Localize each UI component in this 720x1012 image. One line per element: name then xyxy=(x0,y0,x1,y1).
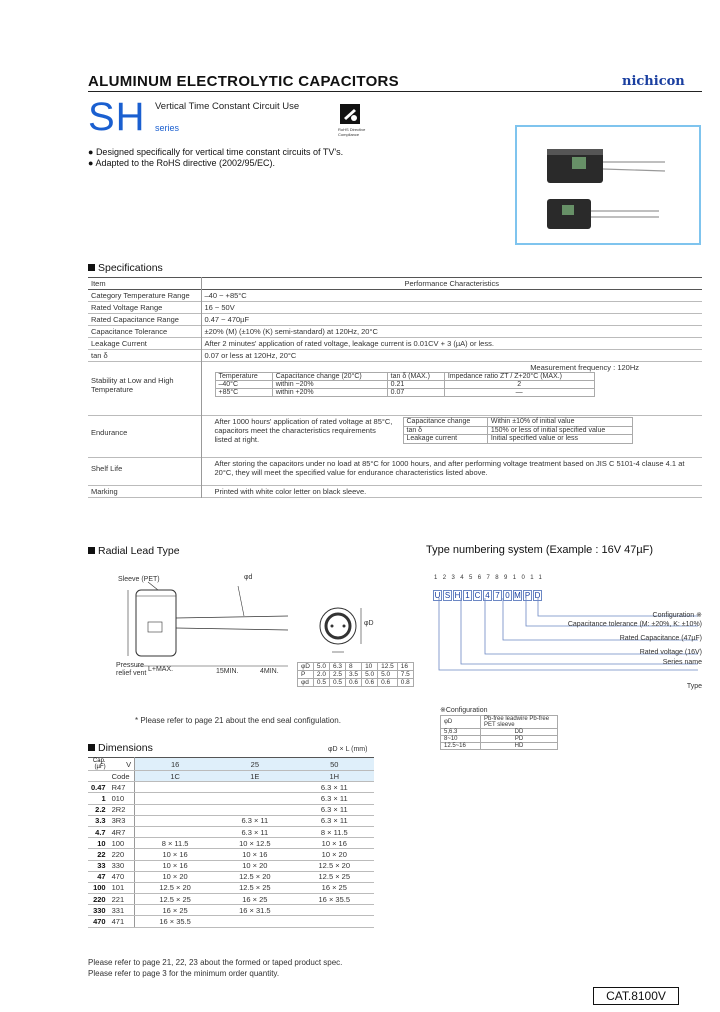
table-row: 47 470 10 × 20 12.5 × 20 12.5 × 25 xyxy=(88,871,374,882)
code-char: M xyxy=(514,591,521,600)
code-char: 0 xyxy=(503,590,512,601)
lead-dimension-table xyxy=(297,662,414,687)
table-row xyxy=(88,758,374,771)
table-row xyxy=(215,373,594,381)
table-row: 100 101 12.5 × 20 12.5 × 25 16 × 25 xyxy=(88,882,374,893)
spec-label: Marking xyxy=(88,486,201,498)
voltage-code: 1E xyxy=(215,771,294,782)
series-word: series xyxy=(155,123,180,133)
lead-cell: 10 xyxy=(362,663,378,671)
code-char: 1 xyxy=(463,590,472,601)
voltage-code: 1C xyxy=(135,771,216,782)
spec-value: 16 ~ 50V xyxy=(204,303,235,312)
dimensions-unit-note: φD × L (mm) xyxy=(328,746,368,753)
stab-cell: –40°C xyxy=(215,381,272,389)
code-char: D xyxy=(534,591,541,600)
code-char: C xyxy=(474,591,481,600)
voltage-header: 25 xyxy=(215,758,294,771)
spec-label: Leakage Current xyxy=(88,338,201,350)
table-row xyxy=(88,278,702,290)
end-cell: tan δ xyxy=(403,426,487,435)
footer-note-taping: Please refer to page 21, 22, 23 about the formed or taped product spec. xyxy=(88,958,343,967)
stab-cell: within +20% xyxy=(272,389,387,397)
table-row xyxy=(88,458,702,486)
series-subtitle: Vertical Time Constant Circuit Use xyxy=(155,101,300,112)
table-row xyxy=(298,671,414,679)
stab-header: Impedance ratio ZT / Z+20°C (MAX.) xyxy=(444,373,594,381)
lead-cell: 5.0 xyxy=(362,671,378,679)
code-char: U xyxy=(434,591,441,600)
table-row xyxy=(298,663,414,671)
endurance-text: After 1000 hours' application of rated voltage at 85°C, capacitors meet the characteristics requirements listed at right. xyxy=(214,417,393,444)
table-row xyxy=(298,679,414,687)
lead-cell: 16 xyxy=(397,663,413,671)
l-max-label: L+MAX. xyxy=(148,666,174,673)
stab-cell: within −20% xyxy=(272,381,387,389)
rohs-badge-caption: RoHS Directive Compliance xyxy=(338,127,366,137)
pressure-vent-label: Pressure relief vent xyxy=(116,662,147,677)
spec-value: ±20% (M) (±10% (K) semi-standard) at 120Hz, 20°C xyxy=(204,327,378,336)
stab-cell: 0.07 xyxy=(387,389,444,397)
config-cell: PD xyxy=(481,736,558,743)
cap-header: Cap.(µF) xyxy=(88,758,109,771)
brand-logo: nichicon xyxy=(622,74,685,89)
endurance-table xyxy=(403,417,633,444)
stability-cell xyxy=(201,362,702,416)
code-char: S xyxy=(444,591,451,600)
series-code: SH xyxy=(88,95,146,139)
table-row xyxy=(403,435,632,444)
radial-heading: Radial Lead Type xyxy=(88,545,180,557)
table-row xyxy=(88,290,702,302)
end-cell: Initial specified value or less xyxy=(487,435,632,444)
lead-cell: P xyxy=(298,671,314,679)
endurance-cell xyxy=(201,416,702,458)
config-cell: 5,6.3 xyxy=(441,729,481,736)
lead-cell: 7.5 xyxy=(397,671,413,679)
spec-col-item: Item xyxy=(88,278,201,290)
spec-label: Rated Voltage Range xyxy=(88,302,201,314)
table-row: 3.3 3R3 6.3 × 11 6.3 × 11 xyxy=(88,815,374,826)
table-row: 0.47 R47 6.3 × 11 xyxy=(88,782,374,793)
code-char: H xyxy=(454,591,461,600)
spec-value: After storing the capacitors under no load at 85°C for 1000 hours, and after performing voltage treatment based on JIS C 5101-4 clause 4.1 at 20°C, they will meet the specified value for endurance characteristics listed above. xyxy=(214,459,685,477)
sleeve-label: Sleeve (PET) xyxy=(118,576,160,583)
table-row xyxy=(403,426,632,435)
freq-note: Measurement frequency : 120Hz xyxy=(530,363,639,372)
lead-4min-label: 4MIN. xyxy=(260,668,279,675)
table-row: 2.2 2R2 6.3 × 11 xyxy=(88,804,374,815)
lead-cell: 2.0 xyxy=(313,671,329,679)
lead-cell: 0.5 xyxy=(329,679,345,687)
stab-cell: +85°C xyxy=(215,389,272,397)
end-cell: Within ±10% of initial value xyxy=(487,418,632,427)
table-row xyxy=(88,314,702,326)
label-rated-capacitance: Rated Capacitance (47µF) xyxy=(619,635,702,642)
label-series-name: Series name xyxy=(662,659,702,666)
feature-item: ● Adapted to the RoHS directive (2002/95/EC). xyxy=(88,158,276,168)
lead-cell: 8 xyxy=(346,663,362,671)
table-row xyxy=(88,416,702,458)
config-cell: HD xyxy=(481,743,558,750)
end-cell: 150% or less of initial specified value xyxy=(487,426,632,435)
v-header: V xyxy=(109,758,135,771)
header-rule xyxy=(88,91,702,92)
stab-header: tan δ (MAX.) xyxy=(387,373,444,381)
lead-cell: 3.5 xyxy=(346,671,362,679)
lead-cell: 12.5 xyxy=(378,663,398,671)
end-seal-note: * Please refer to page 21 about the end seal configulation. xyxy=(135,716,341,725)
table-row: 220 221 12.5 × 25 16 × 25 16 × 35.5 xyxy=(88,894,374,905)
spec-value: 0.47 ~ 470µF xyxy=(204,315,250,324)
table-row: 22 220 10 × 16 10 × 16 10 × 20 xyxy=(88,849,374,860)
lead-cell: 0.6 xyxy=(362,679,378,687)
config-cell: Pb-free leadwire Pb-free PET sleeve xyxy=(481,716,558,729)
lead-cell: 0.8 xyxy=(397,679,413,687)
table-row xyxy=(88,302,702,314)
table-row xyxy=(441,736,558,743)
spec-label: Rated Capacitance Range xyxy=(88,314,201,326)
table-row: 470 471 16 × 35.5 xyxy=(88,916,374,927)
spec-value: 0.07 or less at 120Hz, 20°C xyxy=(204,351,297,360)
phi-d-label: φd xyxy=(244,574,253,581)
spec-col-perf: Performance Characteristics xyxy=(404,279,500,288)
end-cell: Capacitance change xyxy=(403,418,487,427)
spec-value: Printed with white color letter on black sleeve. xyxy=(214,487,367,496)
table-row: 33 330 10 × 16 10 × 20 12.5 × 20 xyxy=(88,860,374,871)
specifications-table xyxy=(88,277,702,498)
lead-cell: 6.3 xyxy=(329,663,345,671)
dimensions-table xyxy=(88,757,374,928)
phi-D-label: φD xyxy=(364,620,374,627)
table-row: 10 100 8 × 11.5 10 × 12.5 10 × 16 xyxy=(88,838,374,849)
position-numbers: 1234567891011 xyxy=(434,575,548,581)
config-table xyxy=(440,715,558,750)
config-cell: DD xyxy=(481,729,558,736)
label-type: Type xyxy=(686,683,702,690)
table-row xyxy=(88,486,702,498)
table-row: 4.7 4R7 6.3 × 11 8 × 11.5 xyxy=(88,826,374,837)
lead-cell: 0.6 xyxy=(378,679,398,687)
spec-label: tan δ xyxy=(88,350,201,362)
label-configuration: Configuration ※ xyxy=(652,612,702,619)
config-cell: 12.5~16 xyxy=(441,743,481,750)
table-row xyxy=(215,389,594,397)
voltage-header: 50 xyxy=(295,758,374,771)
spec-label: Category Temperature Range xyxy=(88,290,201,302)
spec-label: Shelf Life xyxy=(88,458,201,486)
voltage-code: 1H xyxy=(295,771,374,782)
type-numbering-heading: Type numbering system (Example : 16V 47µF) xyxy=(426,544,654,556)
table-row xyxy=(88,771,374,782)
table-row xyxy=(88,350,702,362)
lead-cell: 2.5 xyxy=(329,671,345,679)
stab-cell: 2 xyxy=(444,381,594,389)
table-row: 330 331 16 × 25 16 × 31.5 xyxy=(88,905,374,916)
lead-cell: φD xyxy=(298,663,314,671)
table-row xyxy=(88,338,702,350)
label-rated-voltage: Rated voltage (16V) xyxy=(639,649,702,656)
table-row xyxy=(441,729,558,736)
code-header: Code xyxy=(109,771,135,782)
table-row xyxy=(215,381,594,389)
code-char: 7 xyxy=(493,590,502,601)
code-char: 4 xyxy=(483,590,492,601)
catalog-number: CAT.8100V xyxy=(593,987,679,1005)
label-tolerance: Capacitance tolerance (M: ±20%, K: ±10%) xyxy=(567,621,702,628)
footer-note-min-order: Please refer to page 3 for the minimum order quantity. xyxy=(88,969,280,978)
end-cell: Leakage current xyxy=(403,435,487,444)
table-row xyxy=(403,418,632,427)
table-row xyxy=(441,743,558,750)
spec-label: Endurance xyxy=(88,416,201,458)
table-row xyxy=(441,716,558,729)
lead-cell: 0.6 xyxy=(346,679,362,687)
lead-cell: 0.5 xyxy=(313,679,329,687)
document-title: ALUMINUM ELECTROLYTIC CAPACITORS xyxy=(88,73,399,90)
stab-cell: — xyxy=(444,389,594,397)
config-title: ※Configuration xyxy=(440,707,488,714)
config-cell: 8~10 xyxy=(441,736,481,743)
stab-cell: 0.21 xyxy=(387,381,444,389)
lead-15min-label: 15MIN. xyxy=(216,668,239,675)
spec-value: –40 ~ +85°C xyxy=(204,291,247,300)
stab-header: Capacitance change (20°C) xyxy=(272,373,387,381)
table-row xyxy=(88,326,702,338)
specifications-heading: Specifications xyxy=(88,262,163,274)
product-photo xyxy=(515,125,701,245)
lead-cell: 5.0 xyxy=(313,663,329,671)
spec-label: Stability at Low and High Temperature xyxy=(88,362,201,416)
table-row: 1 010 6.3 × 11 xyxy=(88,793,374,804)
code-char: P xyxy=(524,591,531,600)
rohs-badge-icon xyxy=(340,104,360,124)
config-cell: φD xyxy=(441,716,481,729)
stab-header: Temperature xyxy=(215,373,272,381)
lead-cell: 5.0 xyxy=(378,671,398,679)
feature-list xyxy=(88,147,343,169)
lead-cell: φd xyxy=(298,679,314,687)
stability-table xyxy=(215,372,595,397)
voltage-header: 16 xyxy=(135,758,216,771)
spec-label: Capacitance Tolerance xyxy=(88,326,201,338)
spec-value: After 2 minutes' application of rated voltage, leakage current is 0.01CV + 3 (µA) or less. xyxy=(204,339,494,348)
feature-item: ● Designed specifically for vertical time constant circuits of TV's. xyxy=(88,147,344,157)
dimensions-heading: Dimensions xyxy=(88,742,153,754)
table-row xyxy=(88,362,702,416)
